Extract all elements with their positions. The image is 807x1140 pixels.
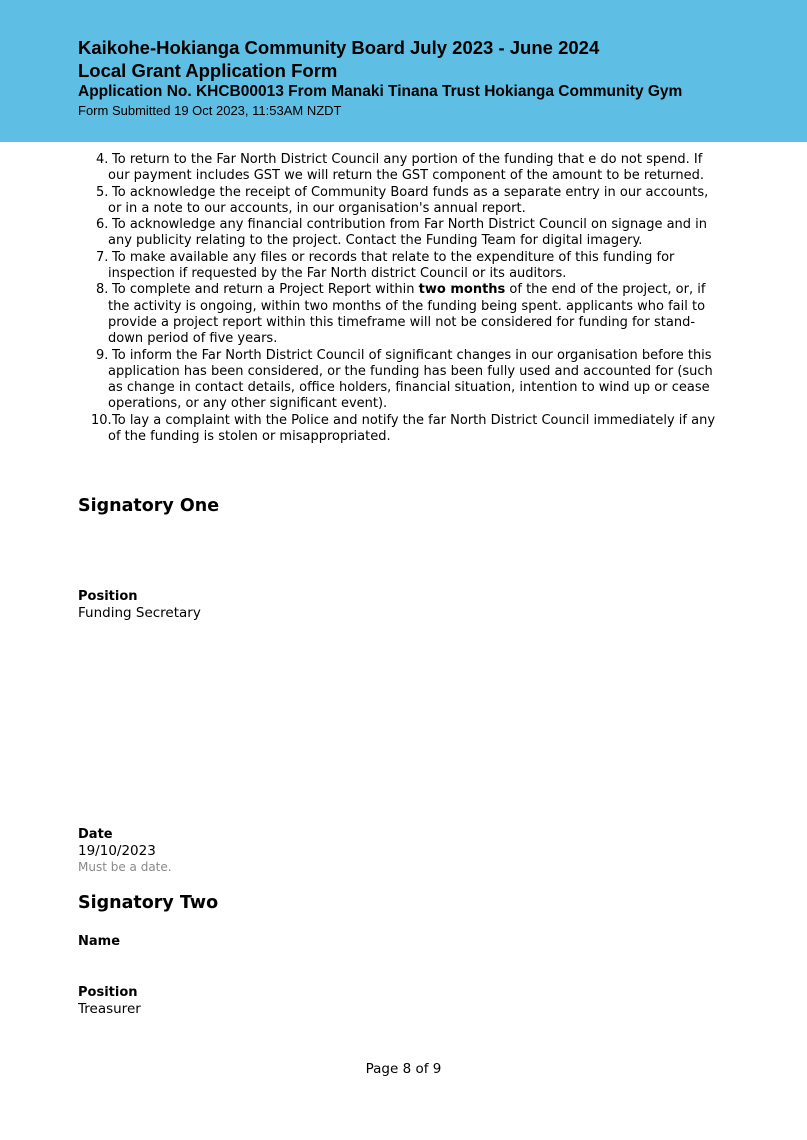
list-item [92,152,717,185]
list-item [92,185,717,218]
list-item [92,413,717,446]
list-item-number: 10. [91,412,112,428]
list-item-text-bold: two months [418,282,506,298]
signatory-one-date-label: Date [78,827,113,842]
application-number: Application No. KHCB00013 From Manaki Tinana Trust Hokianga Community Gym [78,83,683,100]
list-item [92,217,717,250]
list-item [92,348,717,413]
header-title-line2: Local Grant Application Form [78,60,338,81]
signatory-two-name-label: Name [78,934,121,949]
list-item-number: 5. [96,184,109,200]
list-item-text-before: To complete and return a Project Report within [112,282,419,298]
signatory-one-date-value: 19/10/2023 [78,843,156,859]
signatory-one-position-value: Funding Secretary [78,605,201,621]
list-item-number: 6. [96,217,109,233]
header-title-line1: Kaikohe-Hokianga Community Board July 2023 - June 2024 [78,37,600,58]
date-hint: Must be a date. [78,860,172,874]
list-item-text: To inform the Far North District Council of significant changes in our organisation before this application has been considered, or the funding has been fully used and accounted for (such as change in contact details, office holders, financial situation, intention to wind up or cease operations, or any other significant event). [108,347,713,412]
signatory-two-heading: Signatory Two [78,893,219,913]
list-item [92,250,717,283]
signatory-one-position-label: Position [78,589,138,604]
conditions-list [92,152,717,445]
list-item-text-after: of the end of the project, or, if the activity is ongoing, within two months of the funding being spent. applicants who fail to provide a project report within this timeframe will not be considered for funding for stand-down period of five years. [108,282,706,347]
list-item-text: To lay a complaint with the Police and notify the far North District Council immediately if any of the funding is stolen or misappropriated. [108,412,716,445]
list-item-number: 7. [96,249,109,265]
list-item-text: To acknowledge any financial contribution from Far North District Council on signage and in any publicity relating to the project. Contact the Funding Team for digital imagery. [108,217,708,249]
list-item-text: To make available any files or records that relate to the expenditure of this funding for inspection if requested by the Far North district Council or its auditors. [108,249,675,282]
signatory-two-position-value: Treasurer [78,1001,141,1017]
list-item [92,282,717,347]
list-item-text: To return to the Far North District Council any portion of the funding that e do not spend. If our payment includes GST we will return the GST component of the amount to be returned. [108,152,705,184]
form-header [0,0,807,142]
list-item-text [108,282,717,347]
list-item-number: 8. [96,282,109,298]
list-item-text: To acknowledge the receipt of Community Board funds as a separate entry in our accounts, or in a note to our accounts, in our organisation's annual report. [108,184,709,216]
page-number: Page 8 of 9 [365,1061,442,1077]
list-item-number: 9. [96,347,109,363]
signatory-two-position-label: Position [78,985,138,1000]
list-item-number: 4. [96,152,109,167]
signatory-one-heading: Signatory One [78,496,220,516]
submission-timestamp: Form Submitted 19 Oct 2023, 11:53AM NZDT [78,103,342,118]
